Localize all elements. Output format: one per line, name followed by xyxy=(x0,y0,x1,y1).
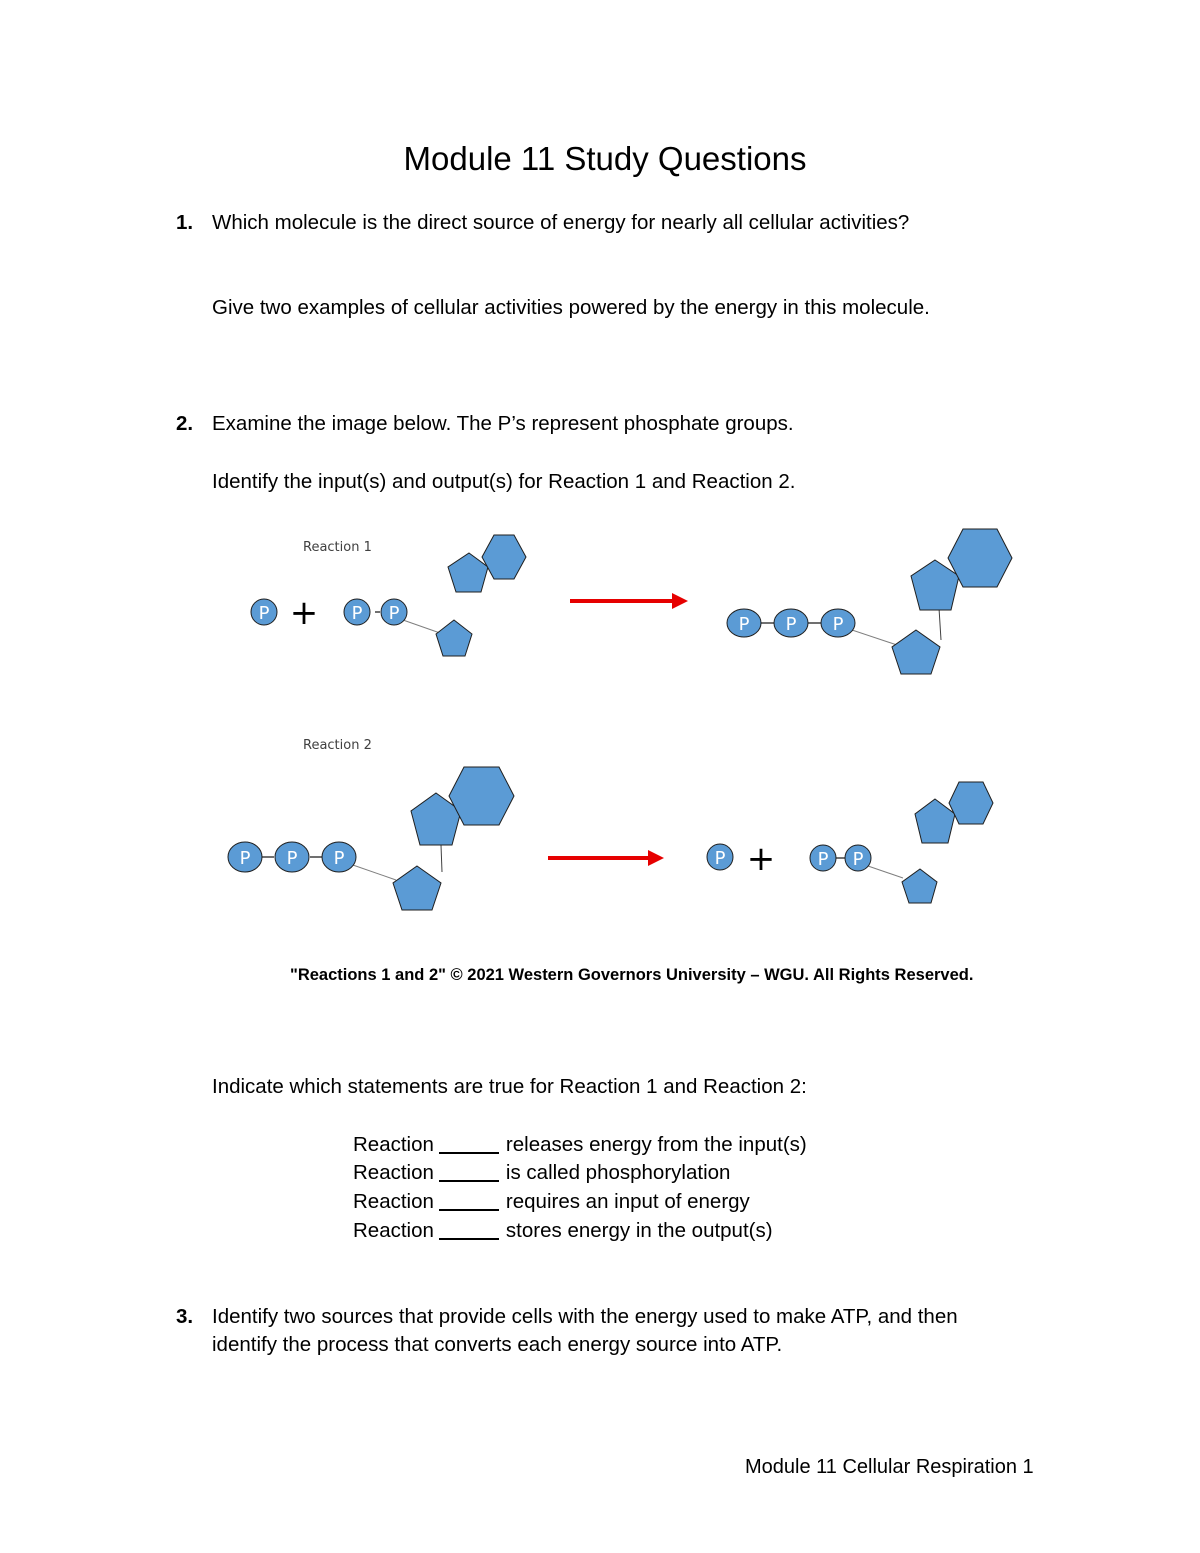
adenine-hexagon-icon xyxy=(949,782,993,824)
question-2-number: 2. xyxy=(176,412,194,435)
statement-text: is called phosphorylation xyxy=(505,1161,731,1184)
phosphate-icon xyxy=(251,599,277,625)
statement-text: releases energy from the input(s) xyxy=(505,1133,807,1156)
adenine-pentagon-icon xyxy=(911,560,959,610)
atp-molecule-output xyxy=(727,529,1012,674)
adp-molecule xyxy=(810,782,993,903)
phosphate-label: P xyxy=(239,848,251,869)
phosphate-label: P xyxy=(286,848,298,869)
question-2-text: Examine the image below. The P’s represent phosphate groups. xyxy=(212,412,794,435)
adenine-pentagon-icon xyxy=(915,799,955,843)
statement-row xyxy=(353,1190,750,1214)
reaction-1-inputs xyxy=(251,535,526,656)
answer-blank[interactable] xyxy=(439,1162,499,1182)
phosphate-label: P xyxy=(832,614,844,635)
statement-prefix: Reaction xyxy=(353,1219,434,1242)
phosphate-label: P xyxy=(333,848,345,869)
question-1-text: Which molecule is the direct source of energy for nearly all cellular activities? xyxy=(212,211,910,234)
adenine-pentagon-icon xyxy=(448,553,488,592)
reaction-1-label: Reaction 1 xyxy=(303,540,372,555)
question-3-line-1: Identify two sources that provide cells with the energy used to make ATP, and then xyxy=(212,1305,958,1328)
question-2-followup: Identify the input(s) and output(s) for Reaction 1 and Reaction 2. xyxy=(212,470,796,493)
phosphate-label: P xyxy=(817,849,829,870)
ribose-pentagon-icon xyxy=(902,869,937,903)
phosphate-label: P xyxy=(852,849,864,870)
statement-row xyxy=(353,1219,773,1243)
plus-sign: + xyxy=(746,839,776,879)
statement-prefix: Reaction xyxy=(353,1161,434,1184)
answer-blank[interactable] xyxy=(439,1220,499,1240)
phosphate-label: P xyxy=(714,848,726,869)
phosphate-label: P xyxy=(351,603,363,624)
answer-blank[interactable] xyxy=(439,1191,499,1211)
answer-blank[interactable] xyxy=(439,1134,499,1154)
statement-row xyxy=(353,1161,730,1185)
reaction-2-label: Reaction 2 xyxy=(303,738,372,753)
question-3-line-2: identify the process that converts each energy source into ATP. xyxy=(212,1333,783,1356)
page-footer: Module 11 Cellular Respiration 1 xyxy=(745,1456,1034,1478)
question-3-number: 3. xyxy=(176,1305,194,1328)
figure-credit: "Reactions 1 and 2" © 2021 Western Governors University – WGU. All Rights Reserved. xyxy=(290,966,974,984)
statements-intro: Indicate which statements are true for Reaction 1 and Reaction 2: xyxy=(212,1075,807,1098)
phosphate-label: P xyxy=(388,603,400,624)
ribose-pentagon-icon xyxy=(393,866,441,910)
statement-prefix: Reaction xyxy=(353,1190,434,1213)
phosphate-label: P xyxy=(738,614,750,635)
question-1-number: 1. xyxy=(176,211,194,234)
statement-row xyxy=(353,1133,807,1157)
ribose-pentagon-icon xyxy=(436,620,472,656)
ribose-pentagon-icon xyxy=(892,630,940,674)
atp-molecule-input xyxy=(228,767,514,910)
statement-prefix: Reaction xyxy=(353,1133,434,1156)
plus-sign: + xyxy=(289,593,319,633)
statement-text: requires an input of energy xyxy=(505,1190,750,1213)
adenine-hexagon-icon xyxy=(482,535,526,579)
reaction-2-outputs xyxy=(707,782,993,903)
phosphate-label: P xyxy=(785,614,797,635)
statement-text: stores energy in the output(s) xyxy=(505,1219,773,1242)
question-1-followup: Give two examples of cellular activities powered by the energy in this molecule. xyxy=(212,296,930,319)
page-title: Module 11 Study Questions xyxy=(403,140,807,177)
phosphate-label: P xyxy=(258,603,270,624)
